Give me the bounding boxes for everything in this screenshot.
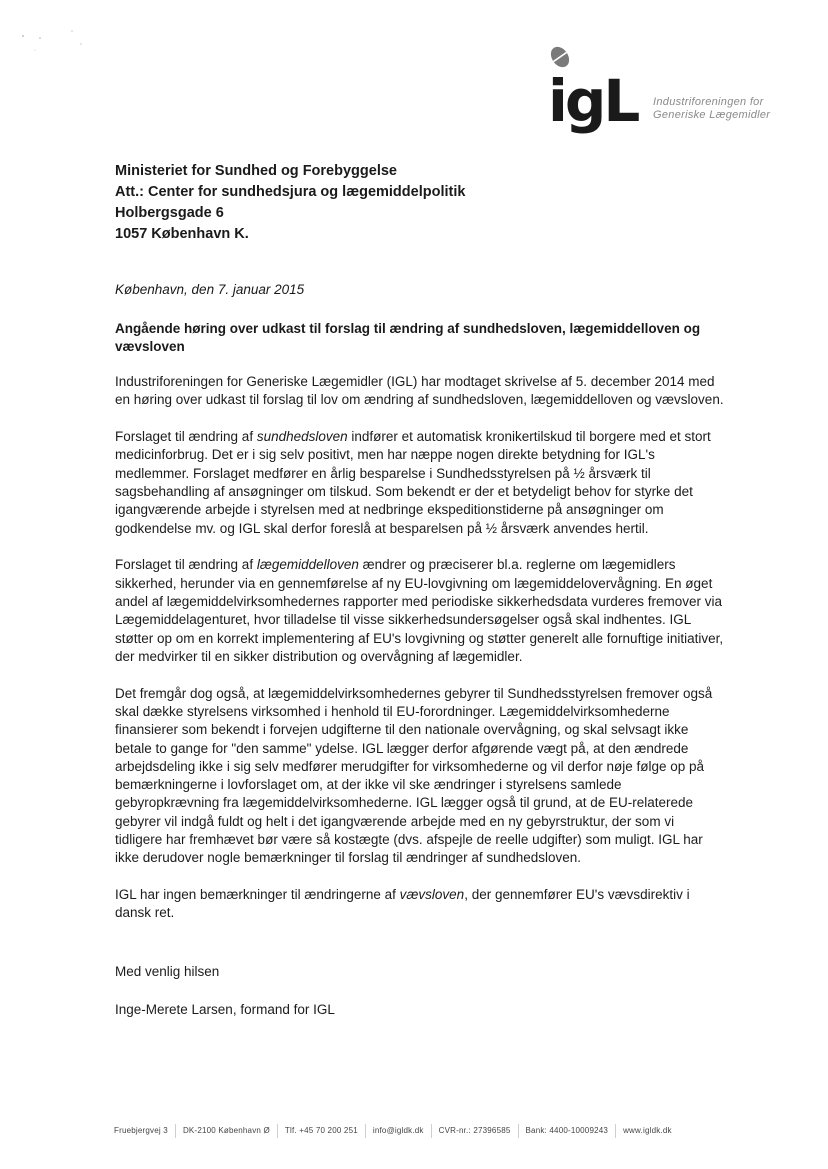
logo-tagline-line1: Industriforeningen for [653, 96, 764, 108]
scan-specks [20, 28, 100, 58]
logo-wordmark: igL [548, 67, 638, 135]
logo-tagline [653, 96, 793, 122]
footer-city: DK-2100 København Ø [175, 1124, 277, 1138]
law-name-laegemiddelloven: lægemiddelloven [256, 557, 359, 573]
law-name-sundhedsloven: sundhedsloven [256, 429, 348, 445]
recipient-line4: 1057 København K. [115, 226, 249, 242]
letter-subject: Angående høring over udkast til forslag til ændring af sundhedsloven, lægemiddelloven og vævsloven [115, 321, 701, 354]
paragraph-4: Det fremgår dog også, at lægemiddelvirksomhedernes gebyrer til Sundhedsstyrelsen fremover også skal dække styrelsens virksomhed i henhold til EU-forordninger. Lægemiddelvirksomhederne finansierer som bekendt i forvejen udgifterne til den nationale overvågning, og skal selvsagt ikke betale to gange for "den samme" ydelse. IGL lægger derfor afgørende vægt på, at den ændrede arbejdsdeling ikke i sig selv medfører merudgifter for virksomhederne og vil derfor nøje følge op på bemærkningerne i lovforslaget om, at der ikke vil ske ændringer i styrelsens samlede gebyropkrævning fra lægemiddelvirksomhederne. IGL lægger også til grund, at de EU-relaterede gebyrer vil indgå fuldt og helt i det igangværende arbejde med en ny gebyrstruktur, der som vi tidligere har fremhævet bør være så kostægte (dvs. afspejle de reelle udgifter) som muligt. IGL har ikke derudover nogle bemærkninger til forslag til ændringer af sundhedsloven. [115, 685, 713, 866]
igl-logo [548, 44, 788, 134]
letter-footer [114, 1124, 714, 1138]
recipient-address [115, 161, 465, 245]
recipient-line1: Ministeriet for Sundhed og Forebyggelse [115, 163, 397, 179]
paragraph-3: Forslaget til ændring af lægemiddelloven ændrer og præciserer bl.a. reglerne om lægemidlers sikkerhed, herunder via en gennemførelse af ny EU-lovgivning om lægemiddelovervågning. En øget andel af lægemiddelvirksomhedernes rapporter med periodiske sikkerhedsdata vurderes fremover via Lægemiddelagenturet, hvor tilladelse til visse sikkerhedsundersøgelser også skal indhentes. IGL støtter op om en korrekt implementering af EU's lovgivning og støtter generelt alle fornuftige initiativer, der medvirker til en sikker distribution og overvågning af lægemidler. [115, 557, 724, 664]
paragraph-5: IGL har ingen bemærkninger til ændringerne af vævsloven, der gennemfører EU's vævsdirektiv i dansk ret. [115, 887, 690, 921]
footer-website[interactable]: www.igldk.dk [615, 1124, 679, 1138]
letter-date: København, den 7. januar 2015 [115, 282, 305, 297]
signature-line: Inge-Merete Larsen, formand for IGL [115, 1002, 335, 1017]
closing-greeting: Med venlig hilsen [115, 964, 220, 979]
recipient-line2: Att.: Center for sundhedsjura og lægemiddelpolitik [115, 184, 466, 200]
footer-phone: Tlf. +45 70 200 251 [277, 1124, 365, 1138]
footer-street: Fruebjergvej 3 [114, 1126, 168, 1135]
paragraph-2: Forslaget til ændring af sundhedsloven indfører et automatisk kronikertilskud til borgere med et stort medicinforbrug. Det er i sig selv positivt, men har næppe nogen direkte betydning for IGL's medlemmer. Forslaget medfører en årlig besparelse i Sundhedsstyrelsen på ½ årsværk til sagsbehandling af ansøgninger om tilskud. Som bekendt er der et betydeligt behov for styrke det igangværende arbejde i styrelsen med at nedbringe ekspeditionstiderne på ansøgninger om godkendelse mv. og IGL skal derfor foreslå at besparelsen på ½ årsværk anvendes hertil. [115, 429, 711, 536]
letter-body [115, 373, 725, 941]
paragraph-1: Industriforeningen for Generiske Lægemidler (IGL) har modtaget skrivelse af 5. december 2014 med en høring over udkast til forslag til lov om ændring af sundhedsloven, lægemiddelloven og vævsloven. [115, 374, 724, 408]
law-name-vaevsloven: vævsloven [399, 887, 465, 903]
footer-email[interactable]: info@igldk.dk [365, 1124, 431, 1138]
recipient-line3: Holbergsgade 6 [115, 205, 224, 221]
footer-bank: Bank: 4400-10009243 [518, 1124, 616, 1138]
logo-tagline-line2: Generiske Lægemidler [653, 109, 771, 121]
footer-cvr: CVR-nr.: 27396585 [431, 1124, 518, 1138]
